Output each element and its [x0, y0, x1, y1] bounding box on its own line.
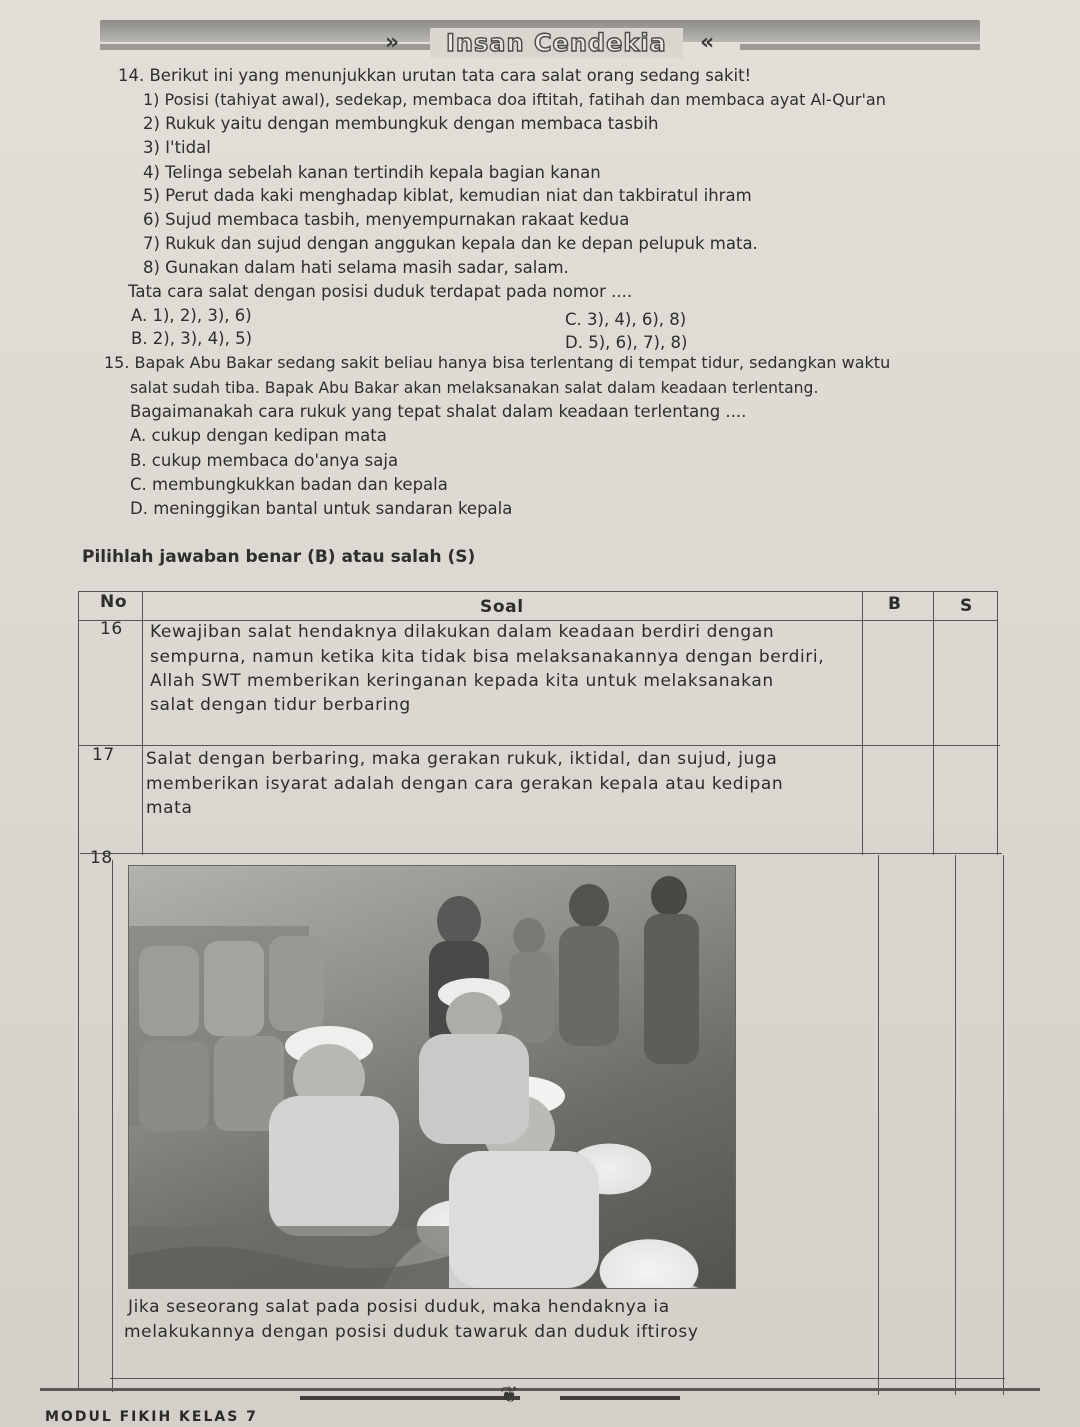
q14-item-3: 3) I'tidal	[143, 138, 211, 157]
footer-title: MODUL FIKIH KELAS 7	[45, 1409, 258, 1425]
table-border-right	[1003, 855, 1004, 1395]
row-16-line-2: sempurna, namun ketika kita tidak bisa melaksanakannya dengan berdiri,	[150, 647, 825, 667]
row-18-caption-line-2: melakukannya dengan posisi duduk tawaruk dan duduk iftirosy	[124, 1322, 699, 1342]
header-no: No	[100, 592, 128, 612]
header-title: Insan Cendekia	[430, 28, 683, 58]
q14-option-b: B. 2), 3), 4), 5)	[131, 329, 253, 348]
table-col-rule	[142, 591, 143, 855]
q14-item-4: 4) Telinga sebelah kanan tertindih kepala bagian kanan	[143, 163, 601, 182]
table-col-rule	[112, 860, 113, 1392]
header-soal: Soal	[480, 597, 524, 617]
q14-item-7: 7) Rukuk dan sujud dengan anggukan kepala dan ke depan pelupuk mata.	[143, 234, 758, 253]
table-col-rule	[878, 855, 879, 1395]
chevron-right-icon: »	[385, 30, 400, 55]
q14-option-a: A. 1), 2), 3), 6)	[131, 306, 252, 325]
instruction-heading: Pilihlah jawaban benar (B) atau salah (S)	[82, 547, 476, 567]
q14-item-2: 2) Rukuk yaitu dengan membungkuk dengan membaca tasbih	[143, 114, 659, 133]
header-b: B	[888, 594, 902, 614]
q15-option-d: D. meninggikan bantal untuk sandaran kepala	[130, 499, 513, 518]
q14-option-d: D. 5), 6), 7), 8)	[565, 333, 688, 352]
q15-line-1: 15. Bapak Abu Bakar sedang sakit beliau hanya bisa terlentang di tempat tidur, sedangkan waktu	[104, 353, 891, 372]
chevron-left-icon: «	[700, 30, 715, 55]
q14-item-1: 1) Posisi (tahiyat awal), sedekap, membaca doa iftitah, fatihah dan membaca ayat Al-Qur'an	[143, 90, 886, 109]
row-17-no: 17	[92, 745, 115, 765]
q14-question: Tata cara salat dengan posisi duduk terdapat pada nomor ....	[128, 282, 633, 301]
row-16-line-1: Kewajiban salat hendaknya dilakukan dalam keadaan berdiri dengan	[150, 622, 775, 642]
q15-option-b: B. cukup membaca do'anya saja	[130, 451, 399, 470]
footer-rule-left	[300, 1396, 520, 1400]
prayer-photo	[128, 865, 736, 1289]
row-16-line-3: Allah SWT memberikan keringanan kepada kita untuk melaksanakan	[150, 671, 774, 691]
q14-stem: 14. Berikut ini yang menunjukkan urutan tata cara salat orang sedang sakit!	[118, 66, 752, 85]
q14-item-6: 6) Sujud membaca tasbih, menyempurnakan rakaat kedua	[143, 210, 630, 229]
row-17-line-1: Salat dengan berbaring, maka gerakan rukuk, iktidal, dan sujud, juga	[146, 749, 778, 769]
q15-line-3: Bagaimanakah cara rukuk yang tepat shalat dalam keadaan terlentang ....	[130, 402, 747, 421]
row-18-no: 18	[90, 848, 113, 868]
row-16-no: 16	[100, 619, 123, 639]
q14-option-c: C. 3), 4), 6), 8)	[565, 310, 687, 329]
table-header-rule	[78, 620, 998, 621]
ornament-icon: ❦	[500, 1383, 519, 1408]
q15-line-2: salat sudah tiba. Bapak Abu Bakar akan melaksanakan salat dalam keadaan terlentang.	[130, 379, 819, 397]
q14-item-5: 5) Perut dada kaki menghadap kiblat, kemudian niat dan takbiratul ihram	[143, 186, 752, 205]
prayer-photo-illustration	[129, 866, 735, 1288]
table-border-top	[78, 591, 998, 592]
table-border-left	[78, 591, 79, 1391]
table-col-rule	[862, 591, 863, 855]
table-border-right	[997, 591, 998, 855]
table-border-bottom	[110, 1378, 1005, 1379]
footer-rule-right	[560, 1396, 680, 1400]
table-row-rule	[80, 853, 1002, 854]
q15-option-a: A. cukup dengan kedipan mata	[130, 426, 387, 445]
table-col-rule	[955, 855, 956, 1395]
footer-rule	[40, 1388, 1040, 1391]
header-rule-left	[100, 44, 430, 50]
header-rule-right	[740, 44, 980, 50]
q15-option-c: C. membungkukkan badan dan kepala	[130, 475, 448, 494]
table-col-rule	[933, 591, 934, 855]
row-16-line-4: salat dengan tidur berbaring	[150, 695, 411, 715]
row-17-line-2: memberikan isyarat adalah dengan cara gerakan kepala atau kedipan	[146, 774, 784, 794]
q14-item-8: 8) Gunakan dalam hati selama masih sadar, salam.	[143, 258, 569, 277]
row-18-caption-line-1: Jika seseorang salat pada posisi duduk, maka hendaknya ia	[128, 1297, 670, 1317]
row-17-line-3: mata	[146, 798, 193, 818]
header-s: S	[960, 596, 973, 616]
